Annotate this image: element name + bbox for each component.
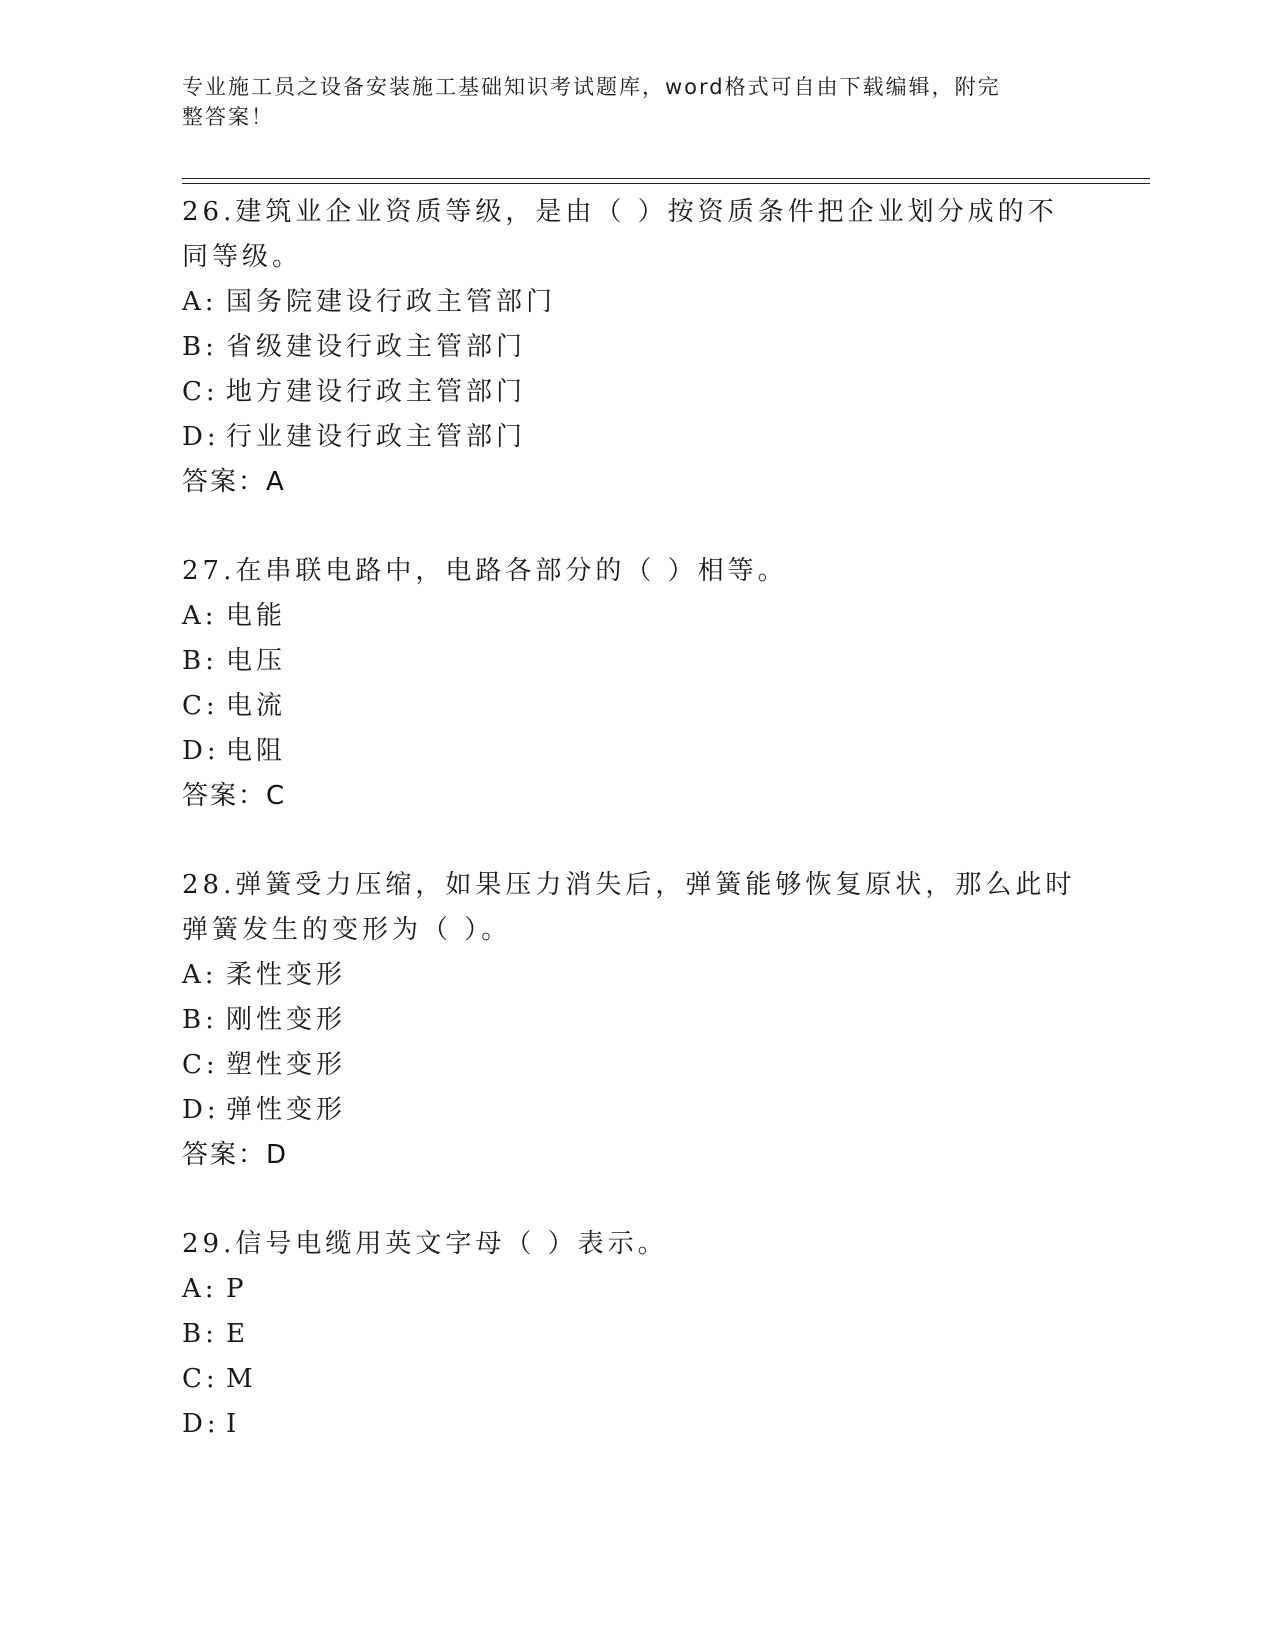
option-key: D:	[182, 1095, 220, 1125]
option-text: 塑性变形	[226, 1050, 347, 1080]
option-text: 地方建设行政主管部门	[226, 377, 527, 407]
header-divider-bottom	[182, 183, 1150, 184]
option-b	[182, 1312, 1082, 1357]
option-key: A:	[182, 960, 218, 990]
option-key: A:	[182, 287, 218, 317]
question-27	[182, 549, 1082, 819]
option-b	[182, 325, 1082, 370]
question-stem: 27.在串联电路中，电路各部分的（ ）相等。	[182, 556, 788, 586]
option-text: 电能	[226, 601, 287, 631]
option-text: 柔性变形	[226, 960, 347, 990]
question-stem: 28.弹簧受力压缩，如果压力消失后，弹簧能够恢复原状，那么此时弹簧发生的变形为（ ）。	[182, 870, 1076, 945]
option-d	[182, 415, 1082, 460]
question-26	[182, 190, 1082, 505]
option-key: D:	[182, 736, 220, 766]
option-a	[182, 594, 1082, 639]
option-key: C:	[182, 691, 219, 721]
option-c	[182, 1043, 1082, 1088]
header-divider-top	[182, 178, 1150, 179]
document-header	[182, 72, 1062, 132]
question-stem: 29.信号电缆用英文字母（ ）表示。	[182, 1229, 668, 1259]
option-b	[182, 639, 1082, 684]
option-a	[182, 1267, 1082, 1312]
option-key: A:	[182, 1274, 218, 1304]
option-key: C:	[182, 377, 219, 407]
option-text: E	[226, 1319, 249, 1349]
option-text: 行业建设行政主管部门	[226, 422, 527, 452]
option-key: D:	[182, 1409, 220, 1439]
option-text: 刚性变形	[226, 1005, 347, 1035]
option-text: 弹性变形	[226, 1095, 347, 1125]
option-text: I	[226, 1409, 241, 1439]
option-text: 电阻	[226, 736, 287, 766]
option-text: 省级建设行政主管部门	[226, 332, 527, 362]
option-text: 国务院建设行政主管部门	[226, 287, 557, 317]
option-a	[182, 953, 1082, 998]
option-key: C:	[182, 1050, 219, 1080]
option-text: 电流	[226, 691, 287, 721]
option-d	[182, 1088, 1082, 1133]
question-list	[182, 190, 1082, 1491]
option-key: B:	[182, 1319, 218, 1349]
answer-line: 答案：A	[182, 467, 286, 497]
option-b	[182, 998, 1082, 1043]
option-key: B:	[182, 1005, 218, 1035]
option-c	[182, 684, 1082, 729]
option-key: D:	[182, 422, 220, 452]
option-c	[182, 1357, 1082, 1402]
option-key: C:	[182, 1364, 219, 1394]
option-c	[182, 370, 1082, 415]
option-key: B:	[182, 332, 218, 362]
header-line-2: 整答案！	[182, 105, 274, 129]
option-text: M	[226, 1364, 257, 1394]
option-d	[182, 1402, 1082, 1447]
question-29	[182, 1222, 1082, 1447]
option-d	[182, 729, 1082, 774]
answer-line: 答案：D	[182, 1140, 289, 1170]
option-text: P	[226, 1274, 248, 1304]
option-a	[182, 280, 1082, 325]
question-28	[182, 863, 1082, 1178]
option-key: A:	[182, 601, 218, 631]
question-stem: 26.建筑业企业资质等级，是由（ ）按资质条件把企业划分成的不同等级。	[182, 197, 1058, 272]
answer-line: 答案：C	[182, 781, 287, 811]
option-text: 电压	[226, 646, 287, 676]
option-key: B:	[182, 646, 218, 676]
header-line-1: 专业施工员之设备安装施工基础知识考试题库，word格式可自由下载编辑，附完	[182, 75, 1001, 99]
